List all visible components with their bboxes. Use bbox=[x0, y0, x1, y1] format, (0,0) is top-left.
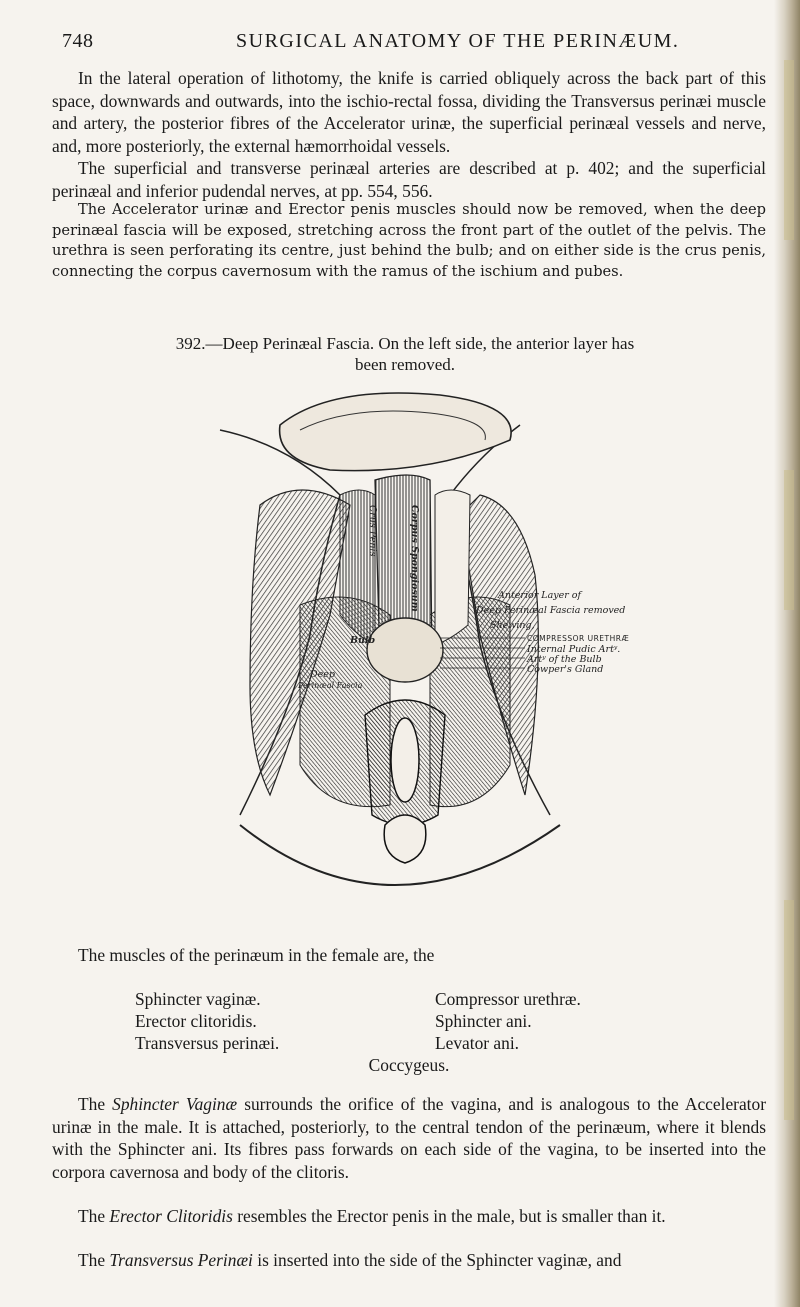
label-anterior-layer: Anterior Layer of bbox=[498, 590, 582, 601]
muscle-item: Sphincter vaginæ. bbox=[135, 989, 261, 1009]
label-corpus-spongiosum: Corpus Spongiosum bbox=[409, 505, 420, 612]
perineal-fascia-illustration bbox=[180, 385, 650, 920]
page-header bbox=[50, 30, 770, 60]
paragraph-fascia: The Accelerator urinæ and Erector penis muscles should now be removed, when the deep perinæal fascia will be exposed, stretching across the front part of the outlet of the pelvis. The urethra is seen perforating its centre, just behind the bulb; and on either side is the crus penis, connecting the corpus cavernosum with the ramus of the ischium and pubes. bbox=[52, 201, 766, 280]
paragraph-erector-clitoridis bbox=[52, 1205, 766, 1228]
muscle-column-right bbox=[435, 988, 581, 1054]
muscle-column-left bbox=[135, 988, 279, 1054]
running-head: SURGICAL ANATOMY OF THE PERINÆUM. bbox=[236, 30, 680, 52]
term-sphincter-vaginae: Sphincter Vaginæ bbox=[112, 1094, 238, 1114]
label-crus-penis: Crus Penis bbox=[367, 505, 378, 557]
muscle-item: Sphincter ani. bbox=[435, 1011, 532, 1031]
muscle-item: Compressor urethræ. bbox=[435, 989, 581, 1009]
muscle-item: Levator ani. bbox=[435, 1033, 520, 1053]
text-run: is inserted into the side of the Sphincter vaginæ, and bbox=[252, 1250, 622, 1270]
page-number: 748 bbox=[62, 30, 94, 52]
text-run: The bbox=[78, 1094, 113, 1114]
text-run: surrounds the orifice of the vagina, and is analogous to the Accelerator urinæ in the male. It is attached, posteriorly, to the central tendon of the perinæum, where it blends with the Sphincter ani. Its fibres pass forwards on each side of the vagina, to be inserted into the corpora cavernosa and body of the clitoris. bbox=[52, 1094, 766, 1182]
sphincter-section bbox=[52, 1093, 766, 1183]
text-run: The bbox=[78, 1250, 110, 1270]
muscle-item: Transversus perinæi. bbox=[135, 1033, 280, 1053]
label-compressor-urethrae: COMPRESSOR URETHRÆ bbox=[527, 634, 630, 643]
label-deep: Deep bbox=[310, 669, 335, 680]
edge-stain bbox=[784, 900, 794, 1120]
muscle-item: Erector clitoridis. bbox=[135, 1011, 257, 1031]
anus bbox=[384, 815, 426, 863]
bulb bbox=[367, 618, 443, 682]
text-run: The bbox=[78, 1206, 110, 1226]
transversus-section bbox=[52, 1249, 766, 1272]
label-perinaeal-fascia: Perinæal Fascia bbox=[298, 681, 363, 690]
crus-penis-right bbox=[435, 490, 470, 645]
paragraph-sphincter-vaginae bbox=[52, 1093, 766, 1183]
text-run: resembles the Erector penis in the male, but is smaller than it. bbox=[232, 1206, 666, 1226]
label-showing: Shewing, bbox=[490, 620, 535, 631]
muscle-item-center: Coccygeus. bbox=[368, 1055, 450, 1075]
paragraph-lithotomy: In the lateral operation of lithotomy, the knife is carried obliquely across the back part of this space, downwards and outwards, into the ischio-rectal fossa, dividing the Transversus perinæi muscle and artery, the posterior fibres of the Accelerator urinæ, the superficial perinæal vessels and nerve, and, more posteriorly, the external hæmorrhoidal vessels. bbox=[52, 68, 766, 156]
label-internal-pudic: Internal Pudic Artʸ. bbox=[527, 644, 621, 655]
fascia-section bbox=[52, 200, 766, 282]
female-intro: The muscles of the perinæum in the female are, the bbox=[78, 945, 435, 965]
term-transversus-perinaei: Transversus Perinæi bbox=[109, 1250, 253, 1270]
label-bulb: Bulb bbox=[350, 635, 376, 646]
figure-caption: 392.—Deep Perinæal Fascia. On the left side, the anterior layer has been removed. bbox=[175, 334, 635, 374]
page-edge bbox=[774, 0, 800, 1307]
paragraph-transversus-perinaei bbox=[52, 1249, 766, 1272]
erector-section bbox=[52, 1205, 766, 1228]
label-coopers-gland: Cowper's Gland bbox=[527, 664, 604, 675]
edge-stain bbox=[784, 470, 794, 610]
term-erector-clitoridis: Erector Clitoridis bbox=[109, 1206, 233, 1226]
label-deep-fascia: Deep Perinæal Fascia removed bbox=[476, 605, 626, 616]
female-muscle-list bbox=[52, 988, 766, 1078]
lithotomy-section bbox=[52, 67, 766, 202]
label-bulb-artery: Artʸ of the Bulb bbox=[527, 654, 602, 665]
edge-stain bbox=[784, 60, 794, 240]
paragraph-arteries: The superficial and transverse perinæal arteries are described at p. 402; and the superficial perinæal and inferior pudendal nerves, at pp. 554, 556. bbox=[52, 158, 766, 201]
corpus-cavernosum-cut bbox=[280, 393, 512, 471]
